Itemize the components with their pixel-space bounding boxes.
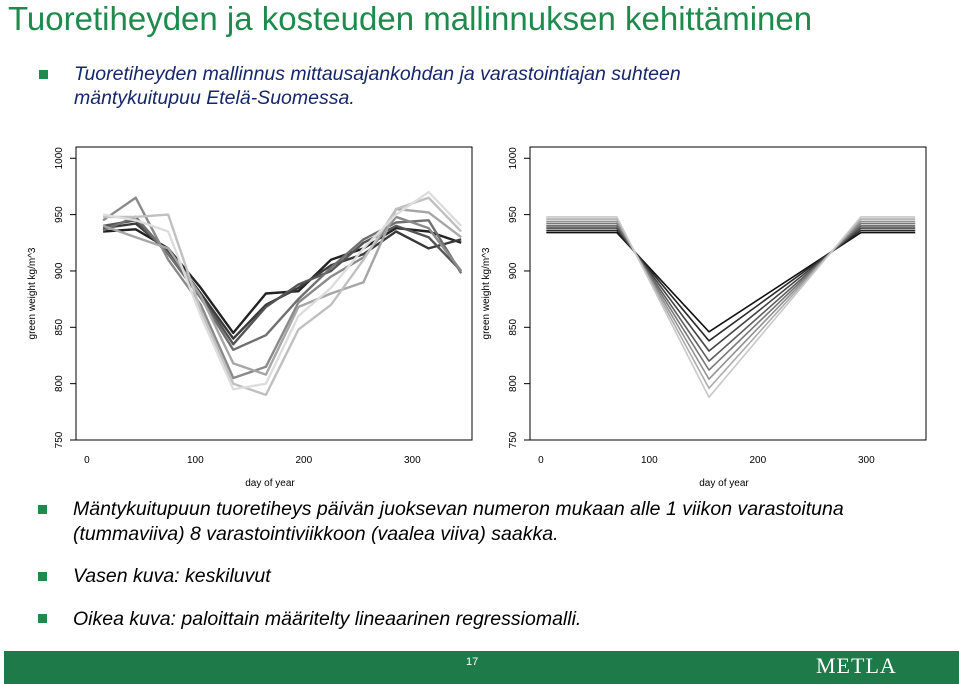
y-tick-label: 900 (508, 262, 519, 280)
x-axis-label: day of year (245, 478, 295, 489)
x-tick-label: 200 (749, 455, 767, 466)
y-axis-label: green weight kg/m^3 (481, 247, 492, 340)
y-tick-label: 750 (54, 431, 65, 449)
x-tick-label: 300 (403, 455, 421, 466)
x-tick-label: 0 (538, 455, 544, 466)
x-axis-label: day of year (699, 478, 749, 489)
page-number: 17 (466, 656, 479, 668)
metla-logo: METLA (816, 653, 897, 678)
bullet-marker (38, 614, 47, 623)
series-line (546, 219, 915, 388)
plot-frame (530, 147, 926, 440)
x-tick-label: 100 (186, 455, 204, 466)
y-tick-label: 800 (508, 375, 519, 392)
series-line (546, 221, 915, 379)
bullet-text-2: Mäntykuitupuun tuoretiheys päivän juoksevan numeron mukaan alle 1 viikon varastoituna (tummaviiva) 8 varastointiviikkoon (vaalea viiva) saakka. (73, 498, 844, 545)
bullet-marker (38, 505, 47, 514)
series-line (546, 230, 915, 340)
y-tick-label: 850 (54, 318, 65, 336)
y-tick-label: 1000 (508, 147, 519, 170)
bullet-text-1: Tuoretiheyden mallinnus mittausajankohdan ja varastointiajan suhteen mäntykuitupuu Etelä-Suomessa. (74, 63, 681, 109)
y-tick-label: 950 (508, 206, 519, 223)
series-line (546, 217, 915, 397)
y-tick-label: 950 (54, 206, 65, 223)
y-tick-label: 1000 (54, 147, 65, 170)
series-line (546, 226, 915, 361)
y-tick-label: 900 (54, 262, 65, 280)
series-line (546, 228, 915, 351)
series-line (546, 224, 915, 371)
y-axis-label: green weight kg/m^3 (27, 247, 38, 340)
x-tick-label: 100 (640, 455, 658, 466)
x-tick-label: 300 (857, 455, 875, 466)
y-tick-label: 800 (54, 375, 65, 392)
bullet-text-4: Oikea kuva: paloittain määritelty lineaarinen regressiomalli. (73, 608, 582, 630)
series-line (546, 233, 915, 332)
bullet-text-3: Vasen kuva: keskiluvut (73, 565, 271, 587)
slide-title: Tuoretiheyden ja kosteuden mallinnuksen kehittäminen (8, 0, 813, 37)
x-tick-label: 0 (84, 455, 90, 466)
y-tick-label: 850 (508, 318, 519, 336)
x-tick-label: 200 (295, 455, 313, 466)
bullet-marker (38, 572, 47, 581)
y-tick-label: 750 (508, 431, 519, 449)
